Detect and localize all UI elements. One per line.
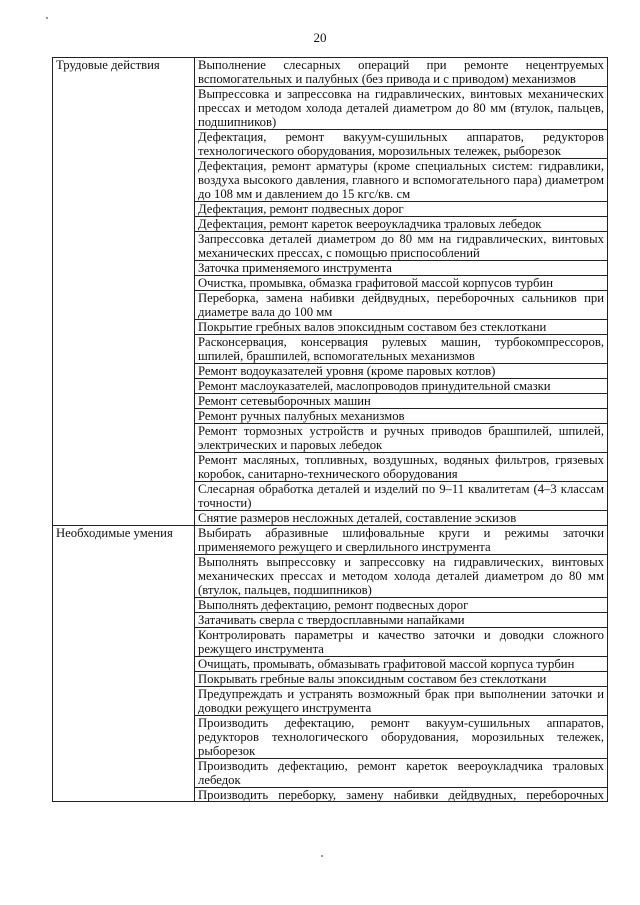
requirement-item: Покрывать гребные валы эпоксидным составом без стеклоткани [195, 672, 608, 687]
requirement-item: Контролировать параметры и качество заточки и доводки сложного режущего инструмента [195, 628, 608, 657]
requirement-item: Выбирать абразивные шлифовальные круги и режимы заточки применяемого режущего и сверлильного инструмента [195, 526, 608, 555]
scan-speck [321, 855, 323, 857]
requirement-item: Выполнение слесарных операций при ремонте нецентруемых вспомогательных и палубных (без привода и с приводом) механизмов [195, 58, 608, 87]
requirement-item: Слесарная обработка деталей и изделий по 9–11 квалитетам (4–3 классам точности) [195, 482, 608, 511]
requirement-item: Расконсервация, консервация рулевых машин, турбокомпрессоров, шпилей, брашпилей, вспомогательных механизмов [195, 335, 608, 364]
requirement-item: Дефектация, ремонт кареток веероукладчика траловых лебедок [195, 217, 608, 232]
requirement-item: Ремонт тормозных устройств и ручных приводов брашпилей, шпилей, электрических и паровых лебедок [195, 424, 608, 453]
requirement-item: Ремонт водоуказателей уровня (кроме паровых котлов) [195, 364, 608, 379]
scan-speck [46, 17, 48, 19]
requirement-item: Покрытие гребных валов эпоксидным составом без стеклоткани [195, 320, 608, 335]
requirement-item: Выполнять дефектацию, ремонт подвесных дорог [195, 598, 608, 613]
requirement-item: Ремонт масляных, топливных, воздушных, водяных фильтров, грязевых коробок, санитарно-технического оборудования [195, 453, 608, 482]
requirement-item: Затачивать сверла с твердосплавными напайками [195, 613, 608, 628]
requirement-item: Снятие размеров несложных деталей, составление эскизов [195, 511, 608, 526]
requirement-item: Выпрессовка и запрессовка на гидравлических, винтовых механических прессах и методом холода деталей диаметром до 80 мм (втулок, пальцев, подшипников) [195, 87, 608, 130]
table-body [53, 58, 608, 802]
requirement-item: Ремонт ручных палубных механизмов [195, 409, 608, 424]
requirement-item: Запрессовка деталей диаметром до 80 мм на гидравлических, винтовых механических прессах, с помощью приспособлений [195, 232, 608, 261]
section-label: Трудовые действия [53, 58, 195, 526]
requirement-item: Очистка, промывка, обмазка графитовой массой корпусов турбин [195, 276, 608, 291]
section-label: Необходимые умения [53, 526, 195, 802]
requirement-item: Производить дефектацию, ремонт вакуум-сушильных аппаратов, редукторов технологического оборудования, морозильных тележек, рыборезок [195, 716, 608, 759]
page-number: 20 [313, 30, 327, 45]
requirement-item: Выполнять выпрессовку и запрессовку на гидравлических, винтовых механических прессах и методом холода деталей диаметром до 80 мм (втулок, пальцев, подшипников) [195, 555, 608, 598]
requirement-item: Ремонт сетевыборочных машин [195, 394, 608, 409]
table-row [53, 526, 608, 555]
requirement-item: Ремонт маслоуказателей, маслопроводов принудительной смазки [195, 379, 608, 394]
requirement-item: Дефектация, ремонт подвесных дорог [195, 202, 608, 217]
requirements-table [52, 57, 608, 802]
requirement-item [195, 788, 608, 802]
requirement-item: Очищать, промывать, обмазывать графитовой массой корпуса турбин [195, 657, 608, 672]
requirement-item: Предупреждать и устранять возможный брак при выполнении заточки и доводки режущего инструмента [195, 687, 608, 716]
table-row [53, 58, 608, 87]
requirement-item-text: Производить переборку, замену набивки дейдвудных, переборочных [198, 788, 604, 801]
requirement-item: Дефектация, ремонт арматуры (кроме специальных систем: гидравлики, воздуха высокого давления, главного и вспомогательного пара) диаметром до 108 мм и давлением до 15 кгс/кв. см [195, 159, 608, 202]
requirement-item: Производить дефектацию, ремонт кареток веероукладчика траловых лебедок [195, 759, 608, 788]
requirement-item: Дефектация, ремонт вакуум-сушильных аппаратов, редукторов технологического оборудования, морозильных тележек, рыборезок [195, 130, 608, 159]
requirement-item: Заточка применяемого инструмента [195, 261, 608, 276]
requirement-item: Переборка, замена набивки дейдвудных, переборочных сальников при диаметре вала до 100 мм [195, 291, 608, 320]
